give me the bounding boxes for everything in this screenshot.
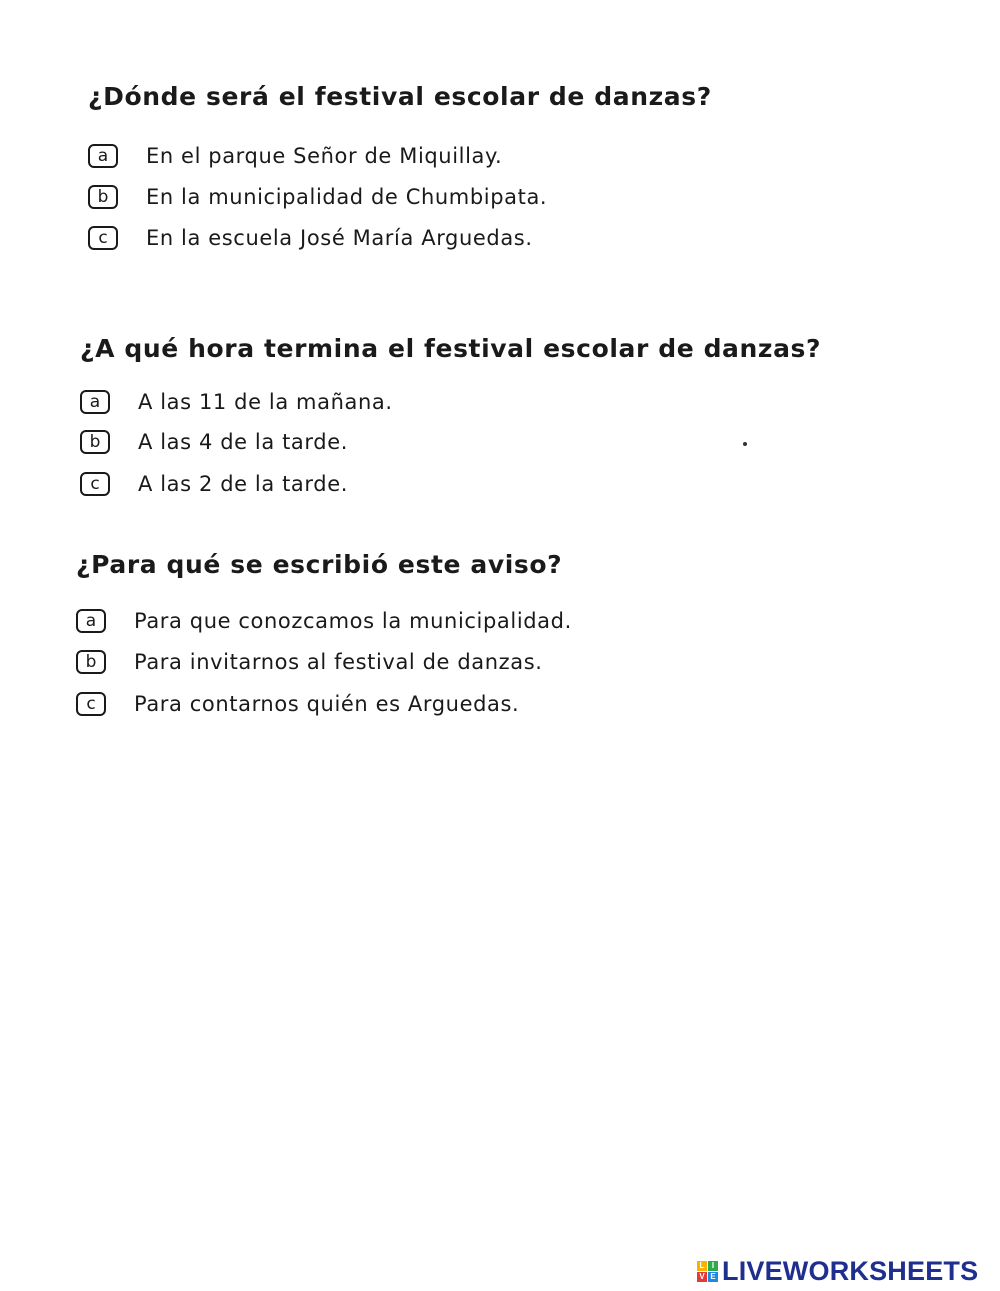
option-c[interactable] xyxy=(88,222,533,254)
logo-text: LIVEWORKSHEETS xyxy=(722,1255,979,1286)
logo-mark-letter: E xyxy=(708,1272,718,1282)
option-c[interactable] xyxy=(80,468,348,500)
option-text: Para invitarnos al festival de danzas. xyxy=(134,650,543,674)
option-text: En la escuela José María Arguedas. xyxy=(146,226,533,250)
option-text: Para contarnos quién es Arguedas. xyxy=(134,692,520,716)
option-letter-box: a xyxy=(80,390,110,414)
option-text: En la municipalidad de Chumbipata. xyxy=(146,185,548,209)
question-title: ¿Dónde será el festival escolar de danzas? xyxy=(88,82,712,111)
option-letter-box: b xyxy=(80,430,110,454)
option-letter-box: a xyxy=(76,609,106,633)
option-a[interactable] xyxy=(76,605,572,637)
question-title: ¿A qué hora termina el festival escolar de danzas? xyxy=(80,334,822,363)
option-text: A las 11 de la mañana. xyxy=(138,390,393,414)
logo-mark-letter: V xyxy=(697,1272,707,1282)
option-letter-box: c xyxy=(88,226,118,250)
logo-mark-letter: L xyxy=(697,1261,707,1271)
option-c[interactable] xyxy=(76,688,519,720)
option-text: A las 4 de la tarde. xyxy=(138,430,348,454)
option-letter-box: b xyxy=(76,650,106,674)
question-title: ¿Para qué se escribió este aviso? xyxy=(76,550,563,579)
option-letter-box: b xyxy=(88,185,118,209)
option-letter-box: a xyxy=(88,144,118,168)
option-text: A las 2 de la tarde. xyxy=(138,472,348,496)
option-b[interactable] xyxy=(88,181,547,213)
option-text: En el parque Señor de Miquillay. xyxy=(146,144,503,168)
option-b[interactable] xyxy=(76,646,543,678)
logo-mark-letter: I xyxy=(708,1261,718,1271)
logo-mark-icon xyxy=(697,1261,718,1282)
option-a[interactable] xyxy=(80,386,393,418)
option-text: Para que conozcamos la municipalidad. xyxy=(134,609,572,633)
option-b[interactable] xyxy=(80,426,348,458)
option-letter-box: c xyxy=(80,472,110,496)
option-a[interactable] xyxy=(88,140,502,172)
liveworksheets-logo xyxy=(697,1256,978,1286)
option-letter-box: c xyxy=(76,692,106,716)
stray-dot xyxy=(743,442,747,446)
